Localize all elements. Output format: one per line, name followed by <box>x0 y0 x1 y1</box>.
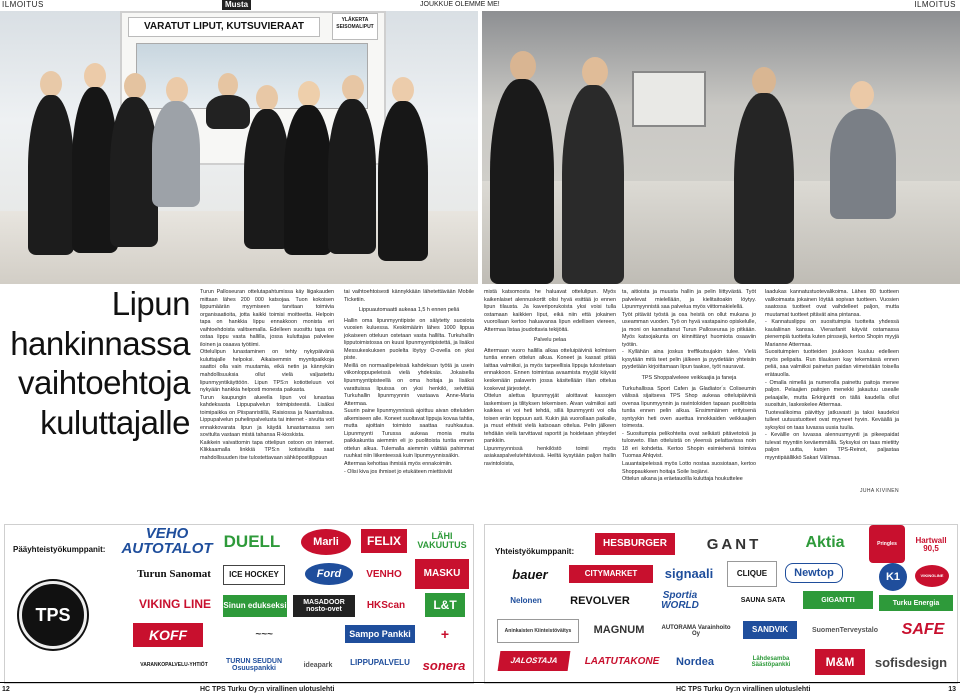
paragraph: Ottelun aikana ja eräetauoilla kuluttaja houkuttelee <box>622 476 743 483</box>
sponsor-logo: GANT <box>706 535 762 553</box>
footer-title-right: HC TPS Turku Oy:n virallinen ulotuslehti <box>676 686 811 693</box>
staff-person <box>328 99 376 254</box>
footer <box>0 684 960 695</box>
sponsors-partners-title: Yhteistyökumppanit: <box>495 547 575 556</box>
sponsor-logo: LAATUTAKONE <box>584 656 660 667</box>
paragraph: Attermaa kehottaa ihmisiä myös ennakoimiin. <box>344 461 453 468</box>
staff-person <box>110 97 158 247</box>
paragraph: Attermaan vuoro hallilla alkaa otteluipäivinä kolmisen tuntia ennen ottelun alkua. Koneet ja kassat pitää laittaa valmiiksi, ja myös tarpeellisia lippuja tulostetaan ennakkoon. Ennen toimintaa avaamista myyjät käyvät keskenään palaverin jossa käsitellään illan ottelua koskevat järjestelyt. <box>484 347 616 392</box>
paragraph: - Kevällle on luvassa alennusmyynti ja pikeepaidat tulevat myyntiin keväemmällä. Syksyksi on taas mietitty paljon uutta, kuten TPS-Reinot, paljastaa myyntipäällikkö Sakari Välimaa. <box>765 432 899 462</box>
sponsor-logo: KOFF <box>133 623 203 647</box>
booth-sign: VARATUT LIPUT, KUTSUVIERAAT <box>128 17 320 37</box>
paragraph: - Suositumpia pelikohteita ovat selkästi pitävetotoä ja tulosveto. Illan otteluistä on yleensä pelattavissa noin 18 eri kohdetta. Kertoo Shopin esimiehenä toimiva Tuomas Ahlqvist. <box>622 430 756 460</box>
sponsor-logo: Nordea <box>676 655 714 668</box>
customer-person <box>490 79 554 284</box>
sponsor-logo: DUELL <box>223 531 281 551</box>
top-strip <box>0 0 960 10</box>
sponsor-logo: HESBURGER <box>595 533 675 555</box>
sponsor-logo: VENHO <box>366 569 402 580</box>
staff-person <box>830 109 896 219</box>
paragraph: Suosituimpien tuotteiden joukkoon kuuluu edelleen myös pelipaita. Run tilauksen kay tekemässä ennen peliä, saa valmiiksi painetun paidan viimeistään toisella erätauolla. <box>765 349 899 379</box>
sponsor-logo: SAFE <box>901 621 945 638</box>
staff-head <box>392 77 414 103</box>
sponsor-logo: CITYMARKET <box>569 565 653 583</box>
sponsor-logo: sofisdesign <box>874 654 948 670</box>
sponsor-logo: sonera <box>422 657 466 673</box>
customer-person <box>562 85 624 284</box>
staff-head <box>84 63 106 89</box>
headline-line: kuluttajalle <box>40 403 190 441</box>
staff-person <box>378 101 428 261</box>
staff-head <box>166 77 188 103</box>
sponsor-logo: M&M <box>815 649 865 675</box>
sponsor-logo: Newtop <box>785 563 843 583</box>
staff-person <box>152 101 200 207</box>
sponsor-logo: FELIX <box>361 529 407 553</box>
staff-head <box>256 85 278 111</box>
sponsor-logo: Marli <box>301 529 351 555</box>
sponsor-logo: SANDVIK <box>743 621 797 639</box>
sponsor-logo: GIGANTTI <box>803 591 873 609</box>
sponsor-logo: Aninkaisten Kiinteistöväitys <box>497 619 579 643</box>
sponsor-logo: AUTORAMA Varainhoito Oy <box>661 625 731 637</box>
sponsor-logo: Nelonen <box>510 596 542 605</box>
staff-head <box>342 75 364 101</box>
paragraph: Kaikkein vaivattomin tapa ottelipun ostoon on internet. Klikkaamalla linkkiä TPS:n kotisivuilta saat mahdollisuuden itse tulostettavaan sähköpostilippuun <box>200 439 334 462</box>
subheading: Lippuautomaatti aukeaa 1,5 h ennen peliä <box>358 307 460 314</box>
photo-ticket-staff <box>0 11 478 284</box>
paragraph: ta, aitioista ja muusta hallin ja pelin liittyvästä. Työt palvelevat mielellään, ja kielitaitoakin löytyy. Lipunmyynnistä saa palvelua myös viittomakielellä. <box>622 289 756 311</box>
top-right-label: ILMOITUS <box>914 0 956 9</box>
paragraph: - Kannatuslippu on suosituimpia tuotteita yhdessä kaulaliinan kanssa. Vierasfanit käyvät ostamassa pienempiä tuotteita kuten pinssejä, kertoo Shopin myyjä Marianne Attermaa. <box>765 319 899 348</box>
sponsor-logo: REVOLVER <box>570 594 630 607</box>
sponsor-logo: L&T <box>425 593 465 617</box>
sponsor-logo: ~~~ <box>255 629 273 640</box>
paragraph: Tuotevalikoima päivittyy jatkuvasti ja taksi kaudeksi tulleet uutuustuotteet ovat myyneet hyvin. Keväällä ja syksyksi on taas luvassa uusia tuulia. <box>765 409 899 431</box>
article-column-4 <box>622 289 756 484</box>
sponsor-logo: Sinun edukseksi <box>223 595 287 617</box>
sponsors-main-title: Pääyhteistyökumppanit: <box>13 545 106 554</box>
sponsor-logo: LÄHI VAKUUTUS <box>417 531 467 550</box>
paragraph: Suurin paine lipunmyynnissä ajoittuu aivan otteluiden alkemiseen alle. Koneet suoltavat lippuja kovaa tahtia, mutta ajoittain toimisto saattaa ruuhkautua. Lipunmyynti Turussa aukeaa monia muita paikkakuntia aiemmin eli jo puolitoista tuntia ennen ottelun alkua. Tulemalla aiemmin välttää pahimmat ruuhkat niin liikenteessä kuin lipunmyynnissäkin. <box>344 408 474 460</box>
paragraph: tai vaihtoehtoisesti kännykkään lähetettävään Mobile Ticketiin. <box>344 289 474 303</box>
staff-head <box>124 73 146 99</box>
paragraph: mistä katsomosta he haluavat ottelulipun. Myös kaikenlaiset alennuskortit olisi hyvä esittää jo ennen lipun tilausta. Ja kaveriporukoista yksi voisi tulla ostamaan kaikkien liput, eikä niin että jokainen vuorollaan kertoo haluavansa lipun edellisen viereen, Attermaa listaa joudottavia tekijöitä. <box>484 289 616 333</box>
staff-head <box>218 73 238 97</box>
sponsors-main <box>4 524 474 684</box>
sponsor-logo: Ford <box>305 563 353 585</box>
headline-line: Lipun <box>111 285 190 322</box>
staff-head <box>850 81 874 109</box>
customer-head <box>582 57 608 87</box>
subheading: TPS Shoppalveleee veikkaajia ja faneja <box>641 375 737 382</box>
paragraph: Työt pitävät työstä ja osa heistä on ollut mukana jo useamman vuoden. Työ on hyvä vastapaino opiskelulle, ja moni on kannattanut Turun Palloseuraa jo pitkään. Myös katsojakunta on kiinnittänyt huomiota osaaviin työtiin. <box>622 311 756 348</box>
sponsor-logo: SuomenTerveystalo <box>811 626 878 634</box>
headline <box>6 284 190 442</box>
sponsor-logo: VEHO AUTOTALOT <box>121 525 213 557</box>
article-column-3 <box>484 289 616 469</box>
headline-line: hankinnassa <box>10 324 190 362</box>
customer-head <box>510 51 536 81</box>
sponsor-logo: Sampo Pankki <box>345 625 415 643</box>
subheading: Palvelu pelaa <box>533 337 567 344</box>
booth-sign-small: YLÄKERTA SEISOMALIPUT <box>332 13 378 40</box>
top-musta-logo: Musta <box>222 0 251 10</box>
sponsor-logo: Sportia WORLD <box>661 590 699 611</box>
paragraph: - Omalla nimellä ja numerolla painettu paitoja menee paljon. Pelaajien paitojen menekki jakautuu usealle pelaajalle, mutta Erkinjuntti on tällä kaudella ollut suosituin, laskeskelee Attermaa. <box>765 379 899 409</box>
article-column-5 <box>765 289 899 463</box>
paragraph: laadukas kannatustuotevalikoima. Lähes 80 tuotteen valikoimasta jokainen löytää sopivan tuotteen. Vuosien saatossa tuotteet ovat vaihdelleet paljon, mutta muutamat tuotteet pitävät aina pintansa. <box>765 289 899 318</box>
sponsor-logo: ICE HOCKEY <box>223 565 285 585</box>
headline-line: vaihtoehtoja <box>18 364 190 402</box>
monitor <box>632 71 706 127</box>
customer-head <box>752 67 776 95</box>
paragraph: - Olisi kiva jos ihmiset jo etukäteen miettisivät <box>344 468 453 475</box>
sponsor-logo: bauer <box>512 566 548 582</box>
staff-person <box>28 95 74 255</box>
top-mid-text: JOUKKUE OLEMME ME! <box>420 1 500 8</box>
paragraph: Ottelun alettua lipunmyyjät aloittavat kassojen laskemisen ja tilityksen tekemisen. Aivan valmiiksi asti kaikkea ei voi heti tehdä, sillä lipunmyynti voi olla toisen erän loppuun asti. Kukin jää vuorollaan paikalle, ja muut ehtivät vielä katsoaan ottelua. Pelin jälkeen tehdään vielä tarvittavat raportit ja hoidetaan yhteydet pankkiin. <box>484 393 616 445</box>
sponsor-logo: MASADOOR nosto-ovet <box>293 595 355 617</box>
staff-person <box>284 105 332 255</box>
footer-rule <box>0 682 960 683</box>
sponsor-logo: SAUNA SATA <box>740 596 786 604</box>
sponsor-logo: Hartwall 90,5 <box>915 536 947 553</box>
photo-ticket-counter <box>482 11 960 284</box>
sponsor-logo: VIKING LINE <box>138 597 211 611</box>
paragraph: Lipunmyynnissä henkilöstö toimii myös asiakaspalvelutehtävissä. Heiltä kysytään paljon hallin ravintoloista, <box>484 445 616 468</box>
sponsor-logo: Turun Sanomat <box>137 567 211 580</box>
article-column-1 <box>200 289 334 463</box>
customer-person <box>734 93 794 284</box>
sponsor-logo: MAGNUM <box>593 623 645 636</box>
top-left-label: ILMOITUS <box>2 0 44 9</box>
page-number-left: 12 <box>2 686 10 693</box>
sponsors-partners <box>484 524 958 684</box>
footer-title-left: HC TPS Turku Oy:n virallinen ulotuslehti <box>200 686 335 693</box>
sponsor-logo: K1 <box>879 563 907 591</box>
sponsor-logo: Lähdesamba Säästöpankki <box>751 656 791 668</box>
tps-logo: TPS <box>19 581 87 649</box>
paragraph: Turun kaupungin alueella lipun voi lunastaa kahdeksasta Lippupalvelun toimipisteestä. Lisäksi toimipaikka on Piispanristillä, Raisiossa ja Naantalissa. Lippupalvelun puhelinpalvelusta tai internet - sivulta voit ennakkovarata lipun ja käydä lunastamassa sen sovitulta vastaan mistä tahansa R-kioskista. <box>200 394 334 439</box>
staff-head <box>40 71 62 97</box>
sponsor-logo: + <box>440 626 450 642</box>
staff-person <box>206 95 250 129</box>
sponsor-logo: Pringles <box>869 525 905 563</box>
sponsor-logo: Turku Energia <box>879 595 953 611</box>
paragraph: Turkuhallissa Sport Cafen ja Gladiator´s Coliseumin välissä sijaitseva TPS Shop aukeaa otteluipäivinä ovensa lipunmyynnin ja ravintoloiden tapaan puolitoista tuntia ennen pelin alkua. Ensimmäinen erityisenä syntyykin heti oven auettua innokkaiden veikkaajien toimesta. <box>622 385 756 430</box>
paragraph: - Kyllähän aina joskus treffikutsujakin tulee. Vielä kysytään mitä teet pelin jälkeen ja pyydetään yhteisiin pyydetään kirjoittamaan lipun taakse, työt nauravat. <box>622 349 756 371</box>
sponsor-logo: MASKU <box>415 559 469 589</box>
sponsor-logo: TURUN SEUDUN Osuuspankki <box>226 658 282 672</box>
byline: JUHA KIVINEN <box>860 488 899 494</box>
sponsor-logo: signaali <box>664 565 714 581</box>
paragraph: Lauantaipeleissä myös Lotto nostaa suosiotaan, kertoo Shoppaukkeen hoitaja Soile Isojärvi. <box>622 461 756 475</box>
sponsor-logo: VIKINGLINE <box>915 565 949 587</box>
paragraph: Meillä on normaalipeleissä kahdeksan työtä ja usein viikonloppupeleissä vielä yhdeksäs. Jokaisella lipunmyyntipisteellä on oma hoitaja ja lisäksi varattuissa lipuissa on yksi henkilö, selvittää Turkuhallin lipunmyynnin vastaava Anne-Maria Attermaa. <box>344 362 474 407</box>
sponsor-logo: ideapark <box>303 661 333 669</box>
paragraph: Turun Palloseuran ottelutapahtumissa käy liigakauden mittaan lähes 200 000 katsojaa. Tuon kokoisen lippumäärän myymiseen tarvitaan toimivia organisaatioita, jotta kaikki toimisi moitteetta. Helpoin tapa on hankkia lippu ennakkoon monista eri vaihtoehdoista valitsemalla. Edelleen suosittu tapa on ostaa lippu vasta hallilla, jossa kuluttajaa palvelee iloinen ja osaava työtiimi. <box>200 289 334 348</box>
paragraph: Hallin oma lipunmyyntipiste on sälytetty suosiota vuosien kuluessa. Keskimäärin lähes 1000 lippua jokaiseen otteluun ostetaan vasta hallilta. Turkuhallin lipputoimistossa on kuusi lipunmyyntipistettä, ja lisäksi Messukeskuksen puolelta löytyy O-ovella on yksi piste. <box>344 317 474 362</box>
sponsor-logo: Aktia <box>805 534 845 551</box>
sponsor-logo: HKScan <box>366 600 406 611</box>
article-column-2 <box>344 289 474 476</box>
page-number-right: 13 <box>948 686 956 693</box>
sponsor-logo: JALOSTAJA <box>498 651 571 671</box>
staff-head <box>298 81 320 107</box>
sponsor-logo: CLIQUE <box>727 561 777 587</box>
sponsor-logo: LIPPUPALVELU <box>350 658 410 667</box>
sponsor-logo: VARANKOPALVELU-YHTIÖT <box>140 661 208 668</box>
paragraph: Ottelulipun lunastaminen on tehty nykypäivänä kuluttajalle helpoksi. Aikaisemmin myyntipaikkoja saattoi olla vain muutamia, eikä netin ja kännykän mahdollisuuksia ollut vielä valjastettu lipunmyyntikäyttöön. Lipun TPS:n kotiotteluun voi nykyään hankkia helposti monesta paikasta. <box>200 349 334 394</box>
